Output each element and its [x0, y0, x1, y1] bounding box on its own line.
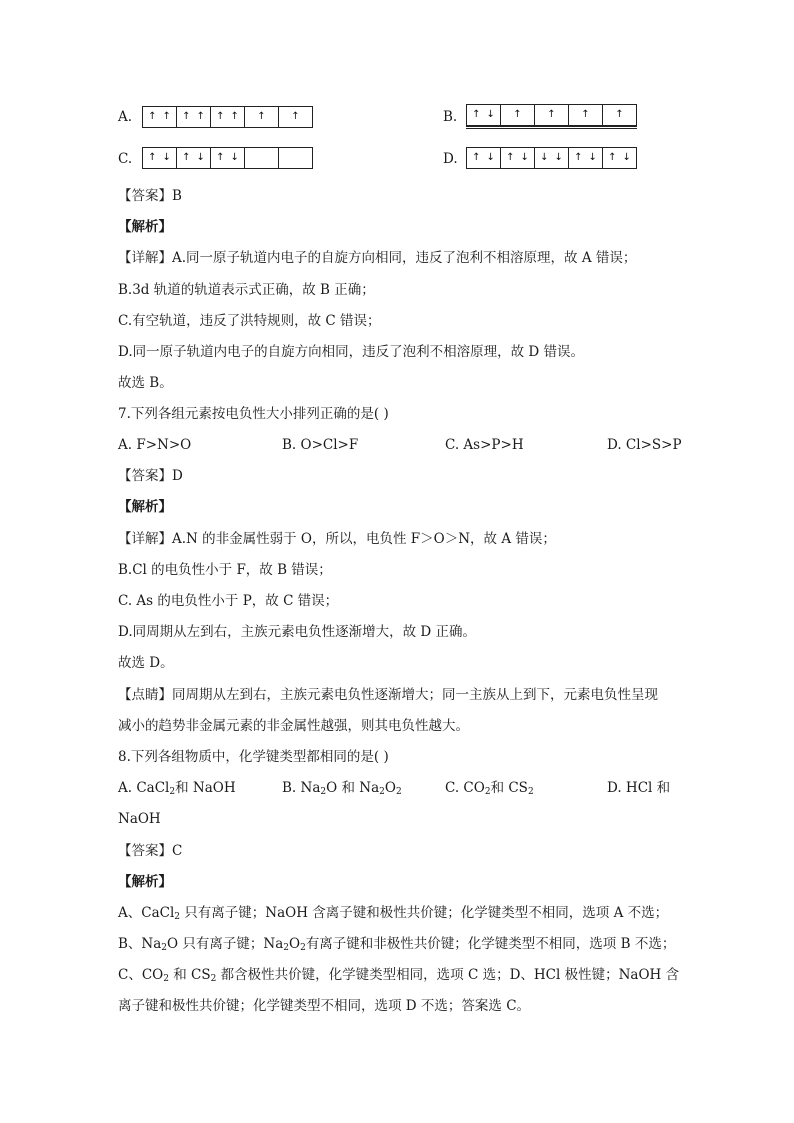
orbital-box — [535, 147, 569, 169]
q8-answer: 【答案】C — [118, 843, 183, 859]
q8-option-a: A. CaCl$_2$和 NaOH — [118, 780, 236, 797]
q6-conclusion: 故选 B。 — [118, 375, 173, 391]
spin-down-arrow: ↓ — [520, 152, 529, 163]
q8-question: 8.下列各组物质中，化学键类型都相同的是( ) — [118, 749, 389, 765]
orbital-option-c-label: C. — [118, 151, 133, 167]
q7-detail-b: B.Cl 的电负性小于 F，故 B 错误； — [118, 562, 332, 578]
q8-analysis-line-2: B、$Na_2O$ 只有离子键；$Na_2O_2$有离子键和非极性共价键；化学键类型不相同，选项 B 不选； — [118, 936, 676, 953]
spin-down-arrow: ↓ — [554, 152, 563, 163]
orbital-option-b-label: B. — [443, 109, 458, 125]
spin-up-arrow: ↑ — [182, 152, 191, 163]
spin-up-arrow: ↑ — [472, 152, 481, 163]
q8-analysis-line-4: 离子键和极性共价键；化学键类型不相同，选项 D 不选；答案选 C。 — [118, 998, 531, 1014]
spin-up-arrow: ↑ — [615, 109, 624, 120]
orbital-box — [501, 147, 535, 169]
orbital-box — [466, 147, 501, 169]
q8-option-c: C. $CO_2$和 $CS_2$ — [445, 780, 534, 797]
orbital-box — [466, 104, 501, 126]
spin-down-arrow: ↓ — [486, 152, 495, 163]
spin-down-arrow: ↓ — [230, 152, 239, 163]
q6-detail-d: D.同一原子轨道内电子的自旋方向相同，违反了泡利不相溶原理，故 D 错误。 — [118, 344, 585, 360]
orbital-box — [245, 106, 279, 128]
spin-down-arrow: ↓ — [540, 152, 549, 163]
q7-detail-a: 【详解】A.N 的非金属性弱于 O，所以，电负性 F＞O＞N，故 A 错误； — [118, 531, 556, 547]
q7-detail-d: D.同周期从左到右，主族元素电负性逐渐增大，故 D 正确。 — [118, 624, 477, 640]
spin-up-arrow: ↑ — [182, 111, 191, 122]
q7-detail-c: C. As 的电负性小于 P，故 C 错误； — [118, 593, 339, 609]
spin-up-arrow: ↑ — [608, 152, 617, 163]
orbital-box — [535, 104, 569, 126]
q7-option-b: B. O>Cl>F — [282, 437, 359, 453]
spin-up-arrow: ↑ — [196, 111, 205, 122]
orbital-box — [211, 106, 245, 128]
spin-up-arrow: ↑ — [291, 111, 300, 122]
q8-analysis-heading: 【解析】 — [118, 874, 172, 890]
q7-note-line-2: 减小的趋势非金属元素的非金属性越强，则其电负性越大。 — [118, 718, 469, 734]
q7-option-a: A. F>N>O — [118, 437, 192, 453]
spin-up-arrow: ↑ — [148, 111, 157, 122]
orbital-box — [279, 147, 313, 169]
q7-analysis-heading: 【解析】 — [118, 499, 172, 515]
spin-up-arrow: ↑ — [148, 152, 157, 163]
spin-up-arrow: ↑ — [216, 152, 225, 163]
q8-option-b: B. $Na_2O$ 和 $Na_2O_2$ — [282, 780, 402, 797]
q8-analysis-line-3: C、$CO_2$ 和 $CS_2$ 都含极性共价键，化学键类型相同，选项 C 选；D、HCl 极性键；NaOH 含 — [118, 967, 680, 984]
orbital-box — [279, 106, 313, 128]
orbital-box — [569, 104, 603, 126]
q8-analysis-line-1: A、CaCl$_2$ 只有离子键；NaOH 含离子键和极性共价键；化学键类型不相同，选项 A 不选； — [118, 905, 669, 922]
q8-option-d-continued: NaOH — [118, 811, 161, 827]
orbital-box — [603, 104, 637, 126]
q7-conclusion: 故选 D。 — [118, 655, 174, 671]
spin-down-arrow: ↓ — [588, 152, 597, 163]
q6-detail-c: C.有空轨道，违反了洪特规则，故 C 错误； — [118, 313, 381, 329]
orbital-box — [245, 147, 279, 169]
orbital-diagram-d — [466, 147, 637, 169]
spin-down-arrow: ↓ — [622, 152, 631, 163]
spin-up-arrow: ↑ — [506, 152, 515, 163]
orbital-box — [603, 147, 637, 169]
spin-up-arrow: ↑ — [581, 109, 590, 120]
spin-up-arrow: ↑ — [230, 111, 239, 122]
spin-up-arrow: ↑ — [574, 152, 583, 163]
orbital-box — [211, 147, 245, 169]
orbital-box — [177, 147, 211, 169]
spin-down-arrow: ↓ — [486, 109, 495, 120]
spin-up-arrow: ↑ — [257, 111, 266, 122]
spin-down-arrow: ↓ — [196, 152, 205, 163]
orbital-box — [569, 147, 603, 169]
spin-up-arrow: ↑ — [547, 109, 556, 120]
q6-detail-b: B.3d 轨道的轨道表示式正确，故 B 正确； — [118, 282, 375, 298]
q6-answer: 【答案】B — [118, 188, 182, 204]
orbital-option-a-label: A. — [118, 109, 133, 125]
q7-note-line-1: 【点睛】同周期从左到右，主族元素电负性逐渐增大；同一主族从上到下，元素电负性呈现 — [118, 687, 658, 703]
q6-detail-a: 【详解】A.同一原子轨道内电子的自旋方向相同，违反了泡利不相溶原理，故 A 错误； — [118, 250, 637, 266]
spin-up-arrow: ↑ — [162, 111, 171, 122]
orbital-box — [501, 104, 535, 126]
orbital-box — [177, 106, 211, 128]
q8-option-d: D. HCl 和 — [607, 780, 671, 796]
spin-down-arrow: ↓ — [162, 152, 171, 163]
q7-option-d: D. Cl>S>P — [607, 437, 682, 453]
orbital-diagram-b — [466, 104, 637, 129]
orbital-box — [142, 147, 177, 169]
q7-question: 7.下列各组元素按电负性大小排列正确的是( ) — [118, 406, 389, 422]
spin-up-arrow: ↑ — [472, 109, 481, 120]
q7-answer: 【答案】D — [118, 468, 183, 484]
q6-analysis-heading: 【解析】 — [118, 219, 172, 235]
orbital-diagram-a — [142, 106, 313, 128]
orbital-diagram-c — [142, 147, 313, 169]
spin-up-arrow: ↑ — [216, 111, 225, 122]
orbital-option-d-label: D. — [443, 151, 458, 167]
orbital-box — [142, 106, 177, 128]
q7-option-c: C. As>P>H — [445, 437, 524, 453]
spin-up-arrow: ↑ — [513, 109, 522, 120]
